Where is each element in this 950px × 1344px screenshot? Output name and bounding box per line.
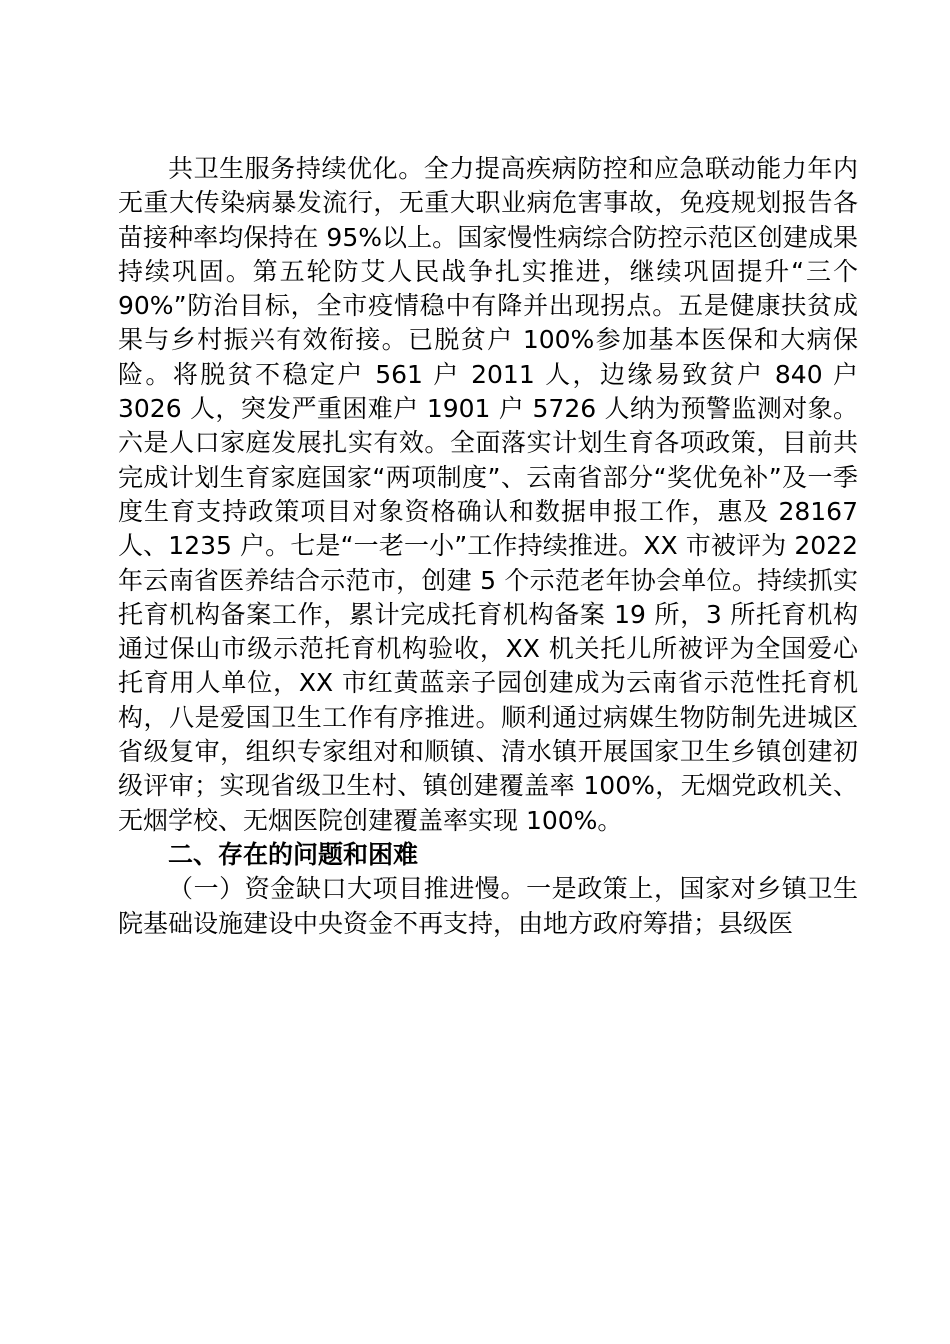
body-paragraph-2: （一）资金缺口大项目推进慢。一是政策上，国家对乡镇卫生院基础设施建设中央资金不再支持，由地方政府筹措；县级医 xyxy=(118,874,858,938)
body-paragraph-1: 共卫生服务持续优化。全力提高疾病防控和应急联动能力年内无重大传染病暴发流行，无重大职业病危害事故，免疫规划报告各苗接种率均保持在 95%以上。国家慢性病综合防控示范区创建成果持续巩固。第五轮防艾人民战争扎实推进，继续巩固提升“三个 90%”防治目标，全市疫情稳中有降并出现拐点。五是健康扶贫成果与乡村振兴有效衔接。已脱贫户 100%参加基本医保和大病保险。将脱贫不稳定户 561 户 2011 人，边缘易致贫户 840 户 3026 人，突发严重困难户 1901 户 5726 人纳为预警监测对象。六是人口家庭发展扎实有效。全面落实计划生育各项政策，目前共完成计划生育家庭国家“两项制度”、云南省部分“奖优免补”及一季度生育支持政策项目对象资格确认和数据申报工作，惠及 28167 人、1235 户。七是“一老一小”工作持续推进。XX 市被评为 2022 年云南省医养结合示范市，创建 5 个示范老年协会单位。持续抓实托育机构备案工作，累计完成托育机构备案 19 所，3 所托育机构通过保山市级示范托育机构验收，XX 机关托儿所被评为全国爱心托育用人单位，XX 市红黄蓝亲子园创建成为云南省示范性托育机构，八是爱国卫生工作有序推进。顺利通过病媒生物防制先进城区省级复审，组织专家组对和顺镇、清水镇开展国家卫生乡镇创建初级评审；实现省级卫生村、镇创建覆盖率 100%，无烟党政机关、无烟学校、无烟医院创建覆盖率实现 100%。 xyxy=(118,154,858,835)
document-page xyxy=(118,152,858,941)
section-heading: 二、存在的问题和困难 xyxy=(168,839,419,869)
